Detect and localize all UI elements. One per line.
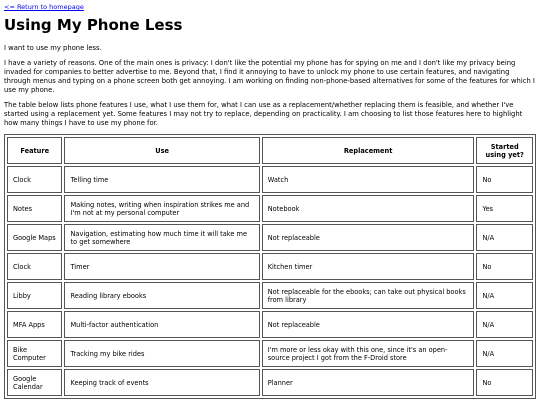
phone-features-table <box>4 134 536 399</box>
page-title: Using My Phone Less <box>4 15 183 34</box>
table-row <box>7 311 533 338</box>
cell-feature: MFA Apps <box>7 311 62 338</box>
reasons-paragraph: I have a variety of reasons. One of the main ones is privacy: I don't like the potential my phone has for spying on me and I don't like my privacy being invaded for companies to better advertise to me. Beyond that, I find it annoying to have to unlock my phone to use certain features, and navigating through menus and typing on a phone screen both get annoying. I am working on finding non-phone-based alternatives for some of the features for which I use my phone. <box>4 59 535 94</box>
cell-replacement: Notebook <box>262 195 475 222</box>
cell-feature: Libby <box>7 282 62 309</box>
cell-use: Reading library ebooks <box>64 282 259 309</box>
cell-use: Making notes, writing when inspiration strikes me and I'm not at my personal computer <box>64 195 259 222</box>
table-row <box>7 253 533 280</box>
cell-replacement: I'm more or less okay with this one, since it's an open-source project I got from the F-Droid store <box>262 340 475 367</box>
cell-started: N/A <box>476 282 533 309</box>
cell-started: N/A <box>476 224 533 251</box>
header-use: Use <box>64 137 259 164</box>
cell-use: Telling time <box>64 166 259 193</box>
table-row <box>7 224 533 251</box>
header-feature: Feature <box>7 137 62 164</box>
cell-use: Navigation, estimating how much time it will take me to get somewhere <box>64 224 259 251</box>
cell-replacement: Not replaceable for the ebooks; can take out physical books from library <box>262 282 475 309</box>
header-replacement: Replacement <box>262 137 475 164</box>
cell-feature: Clock <box>7 166 62 193</box>
table-row <box>7 195 533 222</box>
cell-started: No <box>476 166 533 193</box>
cell-replacement: Planner <box>262 369 475 396</box>
table-row <box>7 369 533 396</box>
cell-feature: Clock <box>7 253 62 280</box>
cell-use: Keeping track of events <box>64 369 259 396</box>
cell-feature: Google Maps <box>7 224 62 251</box>
cell-started: N/A <box>476 340 533 367</box>
header-started-using-yet: Started using yet? <box>476 137 533 164</box>
cell-feature: Notes <box>7 195 62 222</box>
table-description-paragraph: The table below lists phone features I use, what I use them for, what I can use as a replacement/whether replacing them is feasible, and whether I've started using a replacement yet. Some features I may not try to replace, depending on practicality. I am choosing to list those features here to highlight how many things I have to use my phone for. <box>4 101 523 127</box>
table-row <box>7 340 533 367</box>
table-row <box>7 166 533 193</box>
return-to-homepage-link[interactable]: <= Return to homepage <box>4 3 84 11</box>
cell-started: Yes <box>476 195 533 222</box>
cell-replacement: Not replaceable <box>262 224 475 251</box>
cell-feature: Google Calendar <box>7 369 62 396</box>
cell-use: Tracking my bike rides <box>64 340 259 367</box>
cell-use: Multi-factor authentication <box>64 311 259 338</box>
table-row <box>7 282 533 309</box>
cell-use: Timer <box>64 253 259 280</box>
table-header-row <box>7 137 533 164</box>
cell-replacement: Kitchen timer <box>262 253 475 280</box>
cell-started: N/A <box>476 311 533 338</box>
cell-started: No <box>476 369 533 396</box>
cell-replacement: Watch <box>262 166 475 193</box>
intro-paragraph: I want to use my phone less. <box>4 43 102 52</box>
cell-replacement: Not replaceable <box>262 311 475 338</box>
cell-started: No <box>476 253 533 280</box>
cell-feature: Bike Computer <box>7 340 62 367</box>
